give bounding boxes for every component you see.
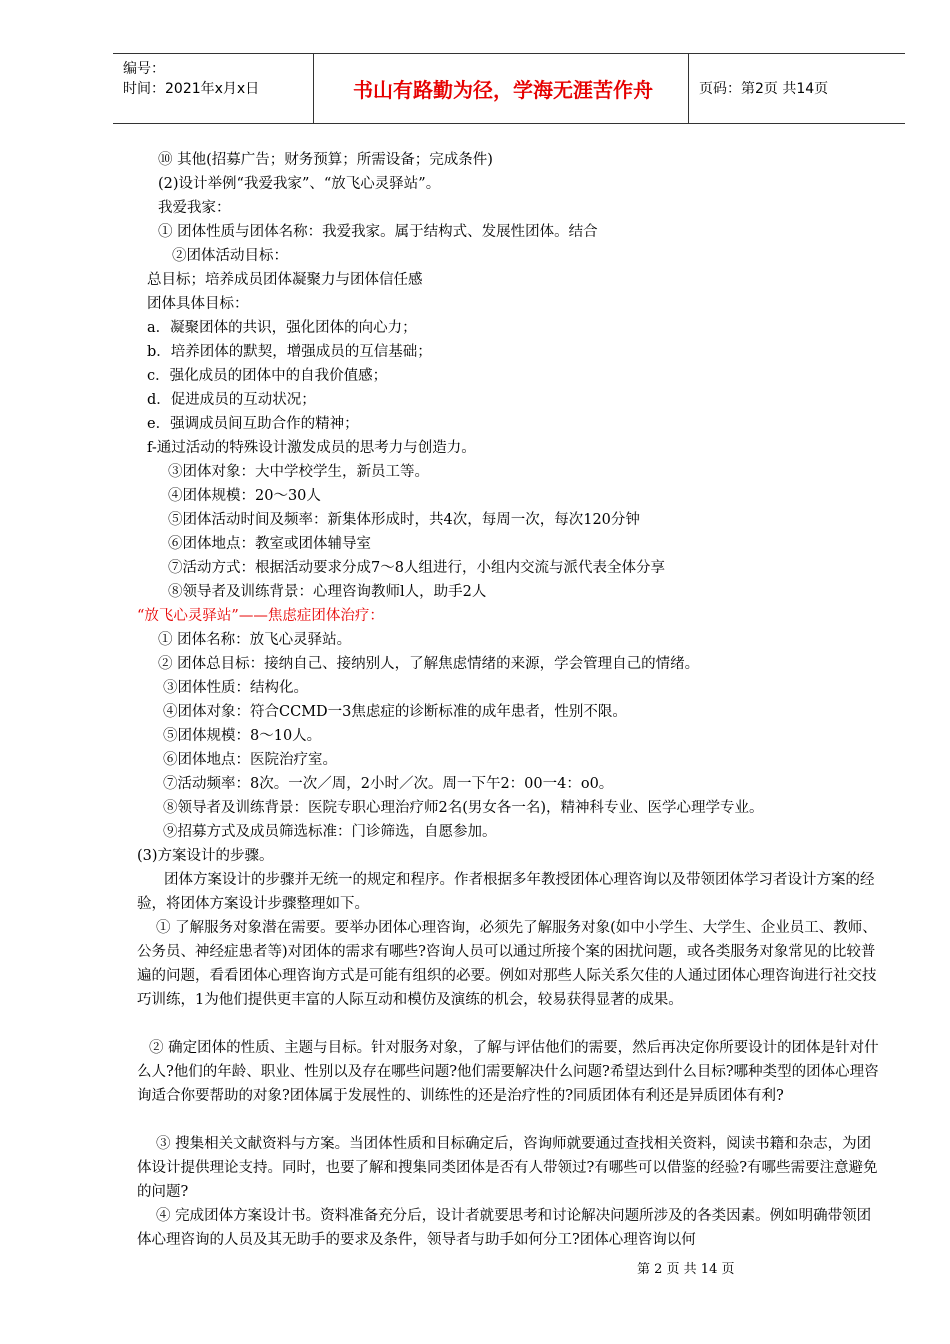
text-line: ④团体规模：20～30人 — [168, 488, 321, 504]
page-footer: 第 2 页 共 14 页 — [637, 1262, 735, 1277]
body-paragraph: ④ 完成团体方案设计书。资料准备充分后，设计者就要思考和讨论解决问题所涉及的各类因素。例如明确带领团体心理咨询的人员及其无助手的要求及条件，领导者与助手如何分工?团体心理咨询以何 — [137, 1208, 872, 1248]
text-line: a．凝聚团体的共识，强化团体的向心力； — [147, 320, 417, 336]
body-paragraph: ② 确定团体的性质、主题与目标。针对服务对象，了解与评估他们的需要，然后再决定你所要设计的团体是针对什么人?他们的年龄、职业、性别以及存在哪些问题?他们需要解决什么问题?希望达到什么目标?哪种类型的团体心理咨询适合你要帮助的对象?团体属于发展性的、训练性的还是治疗性的?同质团体有利还是异质团体有利? — [137, 1040, 879, 1104]
text-line: ⑥团体地点：医院治疗室。 — [163, 752, 337, 768]
text-line: (3)方案设计的步骤。 — [137, 848, 274, 864]
text-line: ⑤团体活动时间及频率：新集体形成时，共4次，每周一次，每次120分钟 — [168, 512, 640, 528]
time-label: 时间：2021年x月x日 — [123, 81, 260, 97]
page-header — [113, 53, 905, 124]
header-page-label: 页码：第2页 共14页 — [699, 81, 829, 97]
text-line: ⑧领导者及训练背景：医院专职心理治疗师2名(男女各一名)，精神科专业、医学心理学专业。 — [163, 800, 764, 816]
header-divider — [688, 54, 689, 123]
text-line: d．促进成员的互动状况； — [147, 392, 316, 408]
header-motto: 书山有路勤为径，学海无涯苦作舟 — [353, 78, 653, 102]
text-line: e．强调成员间互助合作的精神； — [147, 416, 359, 432]
text-line: ⑧领导者及训练背景：心理咨询教师l人，助手2人 — [168, 584, 487, 600]
header-divider — [313, 54, 314, 123]
number-label: 编号： — [123, 61, 165, 77]
text-line: 我爱我家： — [158, 200, 231, 216]
text-line: ⑨招募方式及成员筛选标准：门诊筛选，自愿参加。 — [163, 824, 497, 840]
text-line: ① 团体性质与团体名称：我爱我家。属于结构式、发展性团体。结合 — [158, 224, 598, 240]
text-line: f-通过活动的特殊设计激发成员的思考力与创造力。 — [147, 440, 476, 456]
text-line: ⑦活动方式：根据活动要求分成7～8人组进行，小组内交流与派代表全体分享 — [168, 560, 665, 576]
text-line: ②团体活动目标： — [172, 248, 288, 264]
header-meta — [123, 59, 259, 99]
text-line: ⑩ 其他(招募广告；财务预算；所需设备；完成条件) — [158, 152, 493, 168]
text-line: b．培养团体的默契，增强成员的互信基础； — [147, 344, 432, 360]
text-line: c．强化成员的团体中的自我价值感； — [147, 368, 388, 384]
text-line: ④团体对象：符合CCMD一3焦虑症的诊断标准的成年患者，性别不限。 — [163, 704, 627, 720]
text-line: 总目标；培养成员团体凝聚力与团体信任感 — [147, 272, 423, 288]
text-line: ⑤团体规模：8～10人。 — [163, 728, 322, 744]
text-line: ① 团体名称：放飞心灵驿站。 — [158, 632, 352, 648]
section-heading: “放飞心灵驿站”——焦虑症团体治疗： — [137, 608, 384, 624]
text-line: ② 团体总目标：接纳自己、接纳别人，了解焦虑情绪的来源，学会管理自己的情绪。 — [158, 656, 700, 672]
text-line: ⑦活动频率：8次。一次／周，2小时／次。周一下午2：00一4：o0。 — [163, 776, 614, 792]
text-line: ⑥团体地点：教室或团体辅导室 — [168, 536, 371, 552]
text-line: ③团体性质：结构化。 — [163, 680, 308, 696]
body-paragraph: ① 了解服务对象潜在需要。要举办团体心理咨询，必须先了解服务对象(如中小学生、大学生、企业员工、教师、公务员、神经症患者等)对团体的需求有哪些?咨询人员可以通过所接个案的困扰问题，或各类服务对象常见的比较普遍的问题，看看团体心理咨询方式是可能有组织的必要。例如对那些人际关系欠佳的人通过团体心理咨询进行社交技巧训练，1为他们提供更丰富的人际互动和模仿及演练的机会，较易获得显著的成果。 — [137, 920, 877, 1008]
body-paragraph: ③ 搜集相关文献资料与方案。当团体性质和目标确定后，咨询师就要通过查找相关资料，阅读书籍和杂志，为团体设计提供理论支持。同时，也要了解和搜集同类团体是否有人带领过?有哪些可以借鉴的经验?有哪些需要注意避免的问题? — [137, 1136, 878, 1200]
body-paragraph: 团体方案设计的步骤并无统一的规定和程序。作者根据多年教授团体心理咨询以及带领团体学习者设计方案的经验，将团体方案设计步骤整理如下。 — [137, 872, 875, 912]
text-line: 团体具体目标： — [147, 296, 249, 312]
text-line: (2)设计举例“我爱我家”、“放飞心灵驿站”。 — [158, 176, 441, 192]
text-line: ③团体对象：大中学校学生，新员工等。 — [168, 464, 429, 480]
